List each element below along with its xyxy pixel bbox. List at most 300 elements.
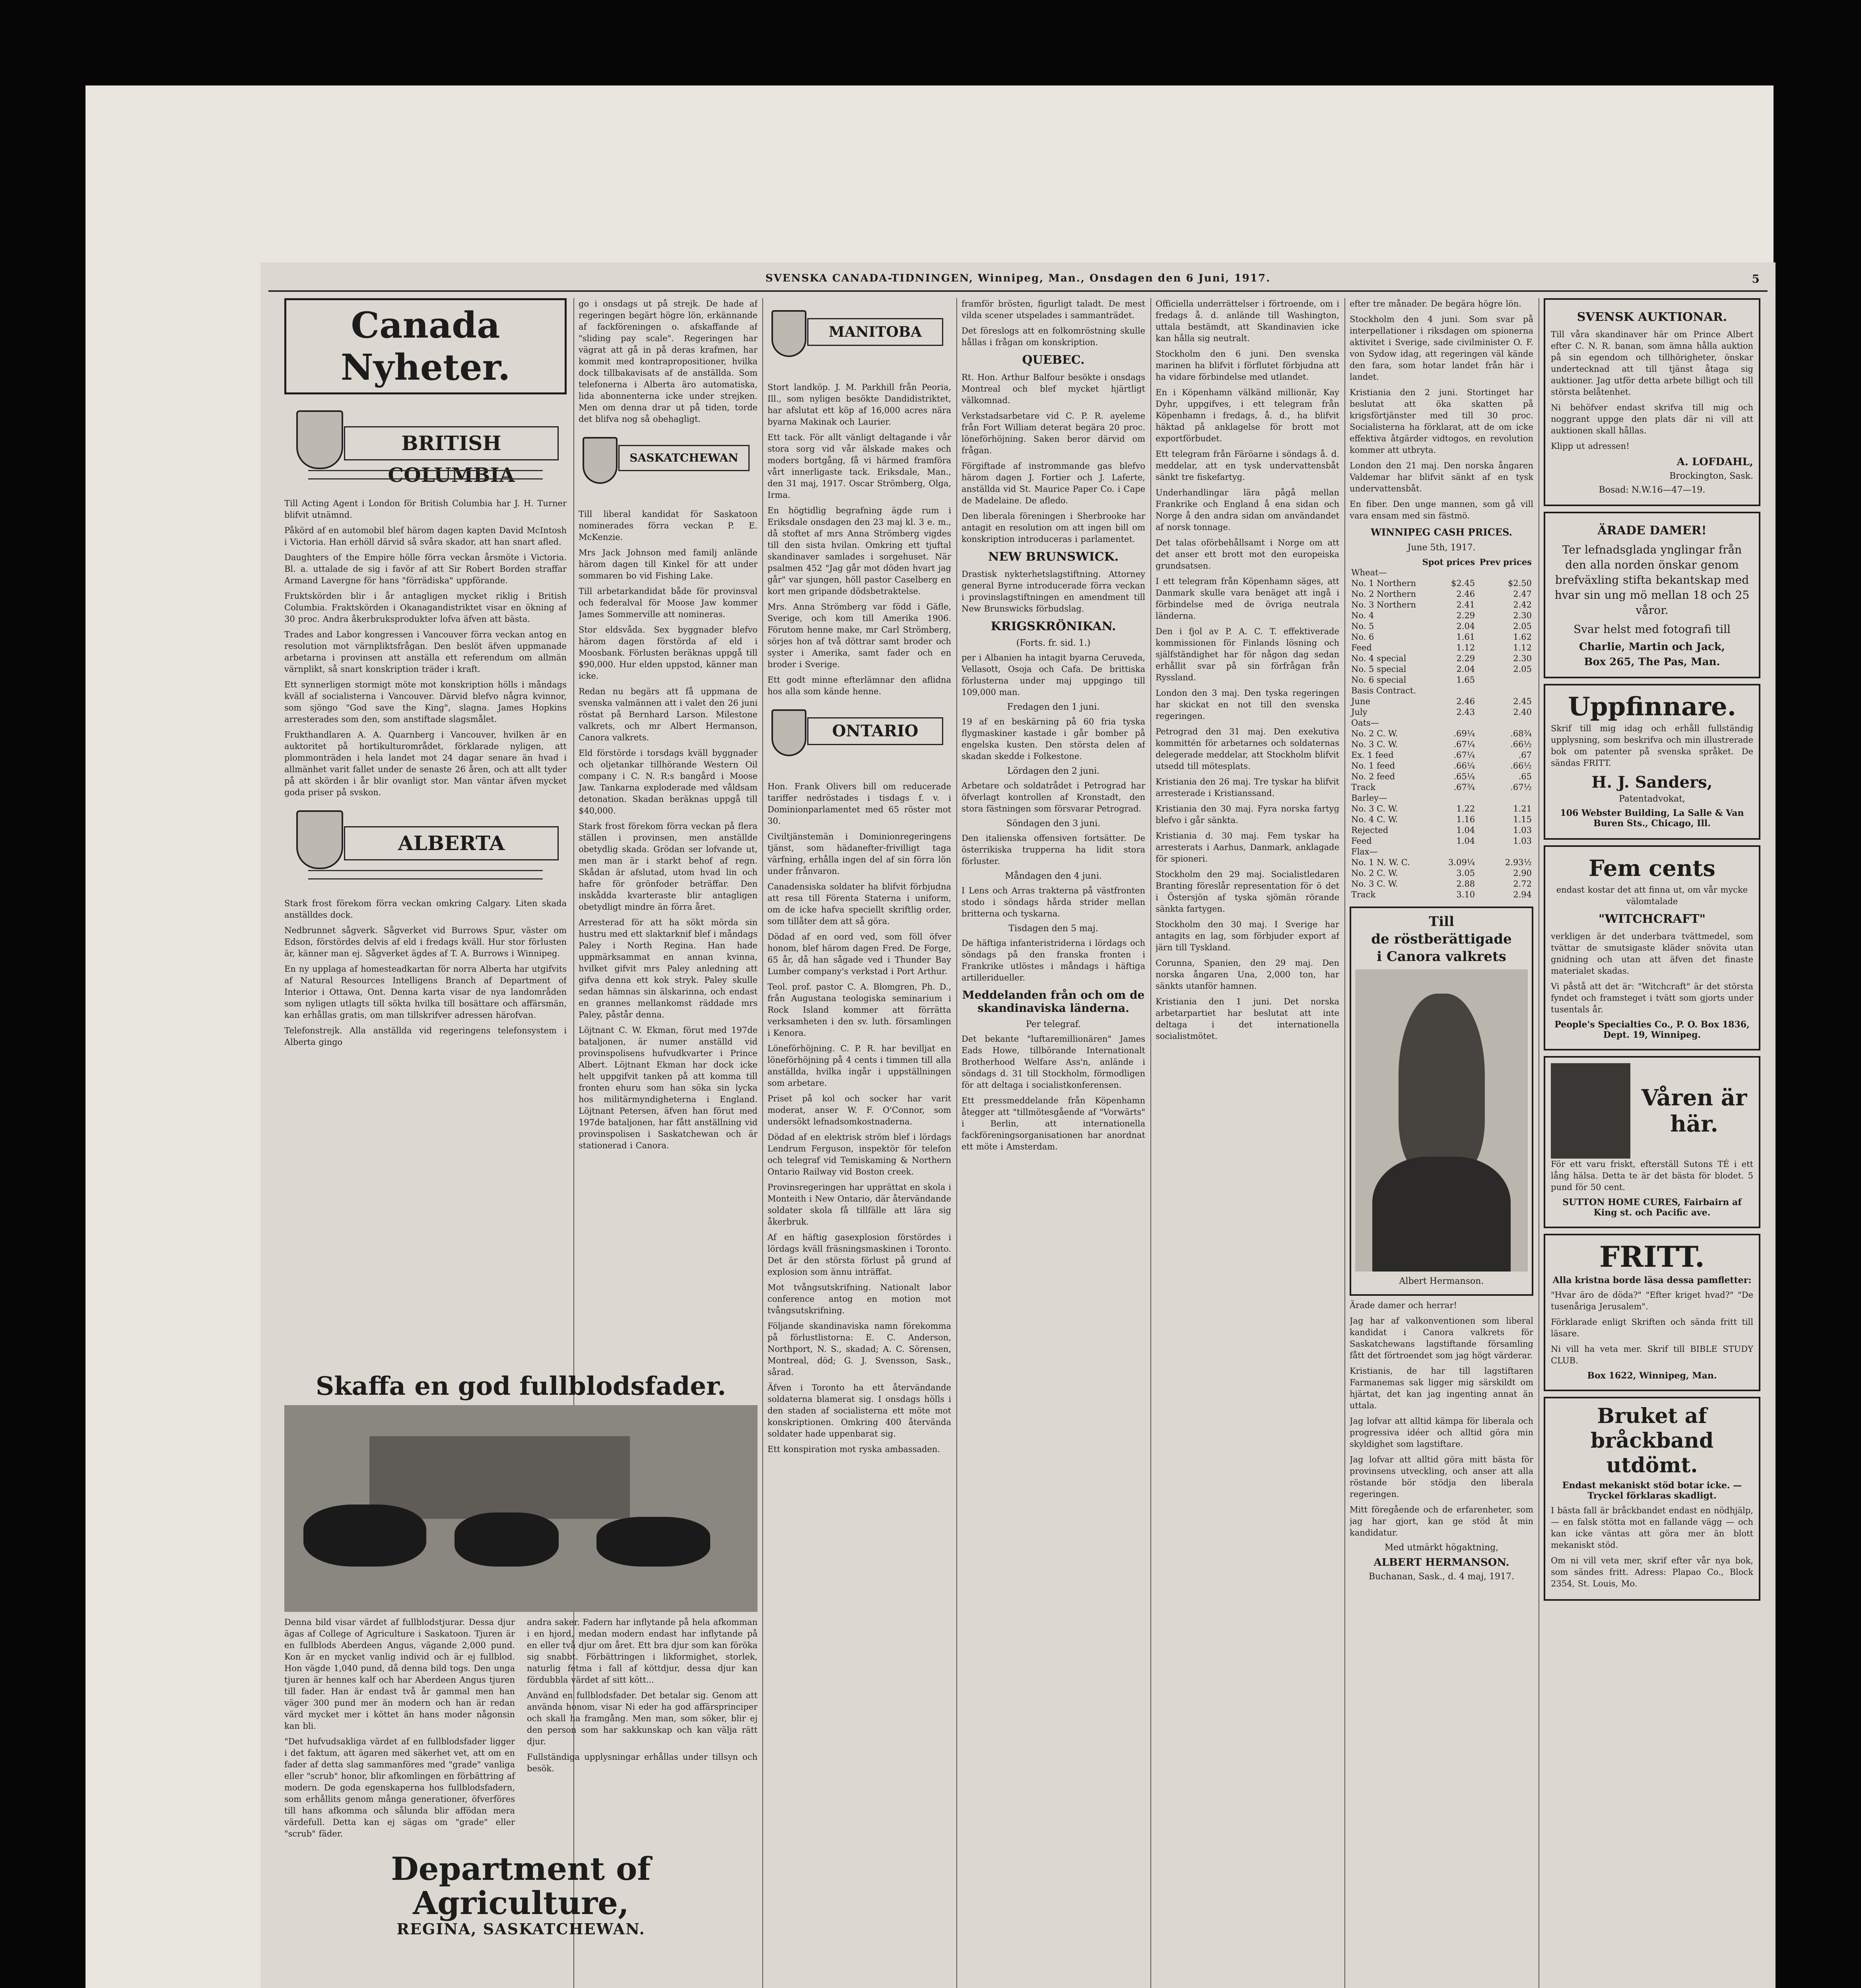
- price-cell: 2.04: [1456, 621, 1475, 631]
- price-row: [1350, 589, 1533, 600]
- price-cell: 2.46: [1456, 589, 1475, 599]
- ladies-heading: ÄRADE DAMER!: [1597, 524, 1707, 538]
- price-cell: .65¼: [1453, 772, 1475, 781]
- portrait-icon: [1551, 1063, 1630, 1159]
- price-cell: No. 2 Northern: [1351, 589, 1416, 599]
- article: Kristiania den 30 maj. Fyra norska fartyg blefvo i går sänkta.: [1156, 804, 1339, 825]
- price-row: [1350, 653, 1533, 664]
- price-row: [1350, 814, 1533, 825]
- price-cell: 1.04: [1456, 825, 1475, 835]
- article: Till våra skandinaver här om Prince Albert efter C. N. R. banan, som ämna hålla auktion på sin egendom och tillhörigheter, önskar undertecknad att till tjänst åtaga sig auktioner. Jag utför detta arbete billigt och till största belåtenhet.: [1551, 330, 1753, 397]
- article: Äfven i Toronto ha ett återvändande soldaterna blamerat sig. I onsdags hölls i den staden af socialisterna ett möte mot konskriptionen. Omkring 400 återvända soldater hade uppenbarat sig.: [767, 1383, 951, 1439]
- face-icon: [1399, 994, 1485, 1175]
- price-row: [1350, 879, 1533, 889]
- article: För ett varu friskt, efterställ Sutons TÉ i ett lång hälsa. Detta te är det bästa för blodet. 5 pund för 50 cent.: [1551, 1159, 1753, 1192]
- article: Det talas oförbehållsamt i Norge om att det anser ett brott mot den europeiska grundsatsen.: [1156, 538, 1339, 571]
- column-divider: [1150, 298, 1151, 1988]
- price-cell: No. 2 C. W.: [1351, 868, 1398, 878]
- article: Arbetare och soldatrådet i Petrograd har öfverlagt kontrollen af Kronstadt, den stora fästningen som försvarar Petrograd.: [962, 781, 1145, 813]
- article: Ett godt minne efterlämnar den aflidna hos alla som kände henne.: [767, 675, 951, 696]
- price-row: [1350, 846, 1533, 857]
- price-cell: 2.94: [1513, 890, 1532, 899]
- price-cell: .65: [1518, 772, 1532, 781]
- article: Kristianis, de har till lagstiftaren Farmanemas sak ligger mig särskildt om hjärtat, det kan jag ingenting annat än uttala.: [1350, 1366, 1533, 1410]
- sask-banner: SASKATCHEWAN: [618, 445, 750, 471]
- price-cell: .67: [1518, 750, 1532, 760]
- price-cell: [1476, 685, 1533, 696]
- price-cell: Track: [1351, 782, 1376, 792]
- date-line: Fredagen den 1 juni.: [1007, 702, 1100, 712]
- price-cell: Ex. 1 feed: [1351, 750, 1394, 760]
- price-cell: 2.04: [1456, 664, 1475, 674]
- price-cell: Track: [1351, 890, 1376, 899]
- article: Stark frost förekom förra veckan omkring Calgary. Liten skada anställdes dock.: [284, 899, 567, 920]
- article: Använd en fullblodsfader. Det betalar sig. Genom att använda honom, visar Ni eder ha god affärsprinciper och skall ha framgång. Men man, som söker, blir ej den person som har sakkunskap och kan välja rätt djur.: [527, 1691, 758, 1746]
- bc-banner: BRITISH COLUMBIA: [344, 426, 559, 460]
- price-row: [1350, 685, 1533, 696]
- newspaper-page: [260, 262, 1776, 1988]
- rupture-ad: [1544, 1397, 1760, 1601]
- sask-emblem: [579, 429, 758, 501]
- price-cell: Feed: [1351, 643, 1372, 652]
- page-heading: Canada Nyheter.: [284, 298, 567, 394]
- price-cell: No. 5 special: [1351, 664, 1406, 674]
- price-row: [1350, 868, 1533, 879]
- article: Frukthandlaren A. A. Quarnberg i Vancouver, hvilken är en auktoritet på hortikulturområdet, förklarade nyligen, att plommonträden i hela landet mot 24 dagar senare än hvad i allmänhet varit fallet under de senaste 26 åren, och att allt tyder på att skörden i år blir ovanligt stor. Man väntar äfven mycket goda priser på svskon.: [284, 730, 567, 797]
- cow-icon: [455, 1512, 559, 1566]
- article: Det föreslogs att en folkomröstning skulle hållas i frågan om konskription.: [962, 326, 1145, 347]
- price-cell: [1476, 793, 1533, 804]
- price-row: [1350, 825, 1533, 836]
- price-cell: [1476, 675, 1533, 685]
- price-row: [1350, 696, 1533, 707]
- article: Förgiftade af instrommande gas blefvo härom dagen J. Fortier och J. Laferte, anställda vid St. Maurice Paper Co. i Cape de Madelaine. De afledo.: [962, 461, 1145, 505]
- price-cell: Feed: [1351, 836, 1372, 846]
- article: Jag lofvar att alltid kämpa för liberala och progressiva idéer och alltid göra min skyldighet som lagstiftare.: [1350, 1416, 1533, 1449]
- price-cell: 2.47: [1513, 589, 1532, 599]
- article: Priset på kol och socker har varit moderat, anser W. F. O'Connor, som undersökt lefnadsomkostnaderna.: [767, 1094, 951, 1126]
- article: Hon. Frank Olivers bill om reducerade tariffer nedröstades i tisdags f. v. i Dominionparlamentet med 65 röster mot 30.: [767, 782, 951, 826]
- price-row: [1350, 718, 1533, 728]
- price-cell: July: [1351, 707, 1368, 717]
- column-7: [1544, 298, 1760, 1988]
- ladies-address-2: Box 265, The Pas, Man.: [1584, 656, 1720, 668]
- price-cell: [1476, 567, 1533, 578]
- article: Ett konspiration mot ryska ambassaden.: [767, 1444, 940, 1454]
- price-cell: 1.03: [1513, 836, 1532, 846]
- article: Kristiania den 1 juni. Det norska arbetarpartiet har beslutat att inte deltaga i det internationella socialistmötet.: [1156, 997, 1339, 1041]
- price-cell: 2.45: [1513, 697, 1532, 706]
- price-cell: [1476, 718, 1533, 728]
- price-row: [1350, 567, 1533, 578]
- candidate-portrait: [1355, 969, 1528, 1272]
- price-cell: .66½: [1510, 740, 1532, 749]
- article: Löneförhöjning. C. P. R. har bevilljat en löneförhöjning på 4 cents i timmen till alla anställda, hvilka ingår i uppställningen som arbetare.: [767, 1044, 951, 1088]
- nb-heading: NEW BRUNSWICK.: [988, 550, 1119, 564]
- free-heading: FRITT.: [1599, 1240, 1705, 1274]
- article: Officiella underrättelser i förtroende, om i fredags å. d. anlände till Washington, uttala bestämdt, att Skandinavien icke kan hålla sig neutralt.: [1156, 299, 1339, 343]
- ontario-banner: ONTARIO: [807, 717, 943, 745]
- price-cell: Rejected: [1351, 825, 1389, 835]
- auction-heading: SVENSK AUKTIONAR.: [1577, 310, 1727, 324]
- article: Stark frost förekom förra veckan på flera ställen i provinsen, men anställde obetydlig skada. Grödan ser lofvande ut, men man är i starkt behof af regn. Skådan är afslutad, utom hvad lin och hafre för grönfoder beträffar. Den inskådda kvarteraste blir antagligen obetydligt mindre än förra året.: [579, 821, 758, 912]
- price-cell: 1.22: [1456, 804, 1475, 813]
- price-row: [1350, 621, 1533, 632]
- price-cell: 1.12: [1513, 643, 1532, 652]
- article: Daughters of the Empire hölle förra veckan årsmöte i Victoria. Bl. a. uttalade de sig i favör af att Sir Robert Borden straffar Armand Lavergne för hans "förrädiska" uppförande.: [284, 553, 567, 585]
- rupture-subheading: Endast mekaniskt stöd botar icke. — Tryckel förklaras skadligt.: [1562, 1480, 1742, 1501]
- article: Fullständiga upplysningar erhållas under tillsyn och besök.: [527, 1752, 758, 1773]
- price-row: [1350, 664, 1533, 675]
- letter-signature: ALBERT HERMANSON.: [1373, 1557, 1509, 1569]
- price-cell: .68¾: [1510, 729, 1532, 738]
- price-cell: 1.12: [1456, 643, 1475, 652]
- price-row: [1350, 600, 1533, 610]
- column-divider: [956, 298, 957, 1988]
- spring-ad: [1544, 1056, 1760, 1228]
- masthead-rule: [268, 290, 1768, 292]
- price-cell: [1419, 567, 1476, 578]
- article: Drastisk nykterhetslagstiftning. Attorney general Byrne introducerade förra veckan i provinslagstiftningen en amendment till New Brunswicks förbudslag.: [962, 569, 1145, 613]
- article: Af en häftig gasexplosion förstördes i lördags kväll fräsningsmaskinen i Toronto. Det är den största förlust på grund af explosion som ännu inträffat.: [767, 1233, 951, 1277]
- war-subheading: (Forts. fr. sid. 1.): [1016, 638, 1091, 648]
- price-cell: No. 6 special: [1351, 675, 1406, 685]
- article: Mrs. Anna Strömberg var född i Gäfle, Sverige, och kom till Amerika 1906. Förutom henne make, mr Carl Strömberg, sörjes hon af två döttrar samt broder och syster i Amerika, samt fader och en broder i Sverige.: [767, 602, 951, 669]
- price-cell: 2.90: [1513, 868, 1532, 878]
- article: Klipp ut adressen!: [1551, 441, 1630, 451]
- candidate-heading-1: Till: [1428, 914, 1455, 930]
- article: Kristiania den 2 juni. Stortinget har beslutat att öka skatten på krigsförtjänster med till 30 proc. Socialisterna ha förklarat, att de om icke effektiva åtgärder vidtogos, en revolution kommer att utbryta.: [1350, 388, 1533, 455]
- letter-place: Buchanan, Sask., d. 4 maj, 1917.: [1369, 1572, 1514, 1582]
- article: Trades and Labor kongressen i Vancouver förra veckan antog en resolution mot värnpliktsfrågan. Den beslöt äfven uppmanade arbetarna i provinsen att anställa ett referendum om allmän värnplikt, så snart konskription träder i kraft.: [284, 630, 567, 674]
- article: I bästa fall är bråckbandet endast en nödhjälp, — en falsk stötta mot en fallande vägg — och kan icke väntas att göra mer än blott mekaniskt stöd.: [1551, 1506, 1753, 1550]
- cash-prices-date: June 5th, 1917.: [1407, 543, 1476, 553]
- article: Fruktskörden blir i år antagligen mycket riklig i British Columbia. Fraktskörden i Okanagandistriktet visar en ökning af 30 proc. Andra åkerbruksprodukter lofva äfven att bästa.: [284, 591, 567, 624]
- article: I ett telegram från Köpenhamn säges, att Danmark skulle vara benäget att ingå i förbindelse med de övriga neutrala länderna.: [1156, 577, 1339, 621]
- date-line: Lördagen den 2 juni.: [1007, 766, 1100, 776]
- article: Vi påstå att det är: "Witchcraft" är det största fyndet och framsteget i tvätt som gjorts under tusentals år.: [1551, 982, 1753, 1014]
- manitoba-banner: MANITOBA: [807, 318, 943, 346]
- price-cell: 1.21: [1513, 804, 1532, 813]
- price-cell: Barley—: [1351, 793, 1387, 803]
- price-row: [1350, 675, 1533, 685]
- price-row: [1350, 782, 1533, 793]
- article: Underhandlingar lära pågå mellan Frankrike och England å ena sidan och Norge å den andra sidan om användandet af norsk tonnage.: [1156, 488, 1339, 532]
- column-5: [1156, 298, 1339, 1988]
- column-6: [1350, 298, 1533, 1988]
- price-cell: .67¼: [1453, 750, 1475, 760]
- price-cell: Basis Contract.: [1351, 686, 1416, 695]
- article: Redan nu begärs att få uppmana de svenska valmännen att i valet den 26 juni röstat på Bernhard Larson. Milestone valkrets, och mr Albert Hermanson, Canora valkrets.: [579, 687, 758, 742]
- article: Till Acting Agent i London för British Columbia har J. H. Turner blifvit utnämnd.: [284, 499, 567, 520]
- article: Nedbrunnet sågverk. Sågverket vid Burrows Spur, väster om Edson, förstördes delvis af eld i fredags kväll. Hur stor förlusten är, känner man ej. Sågverket ägdes af T. A. Burrows i Winnipeg.: [284, 926, 567, 958]
- quebec-heading: QUEBEC.: [1022, 353, 1085, 367]
- price-row: [1350, 643, 1533, 653]
- article: Stockholm den 29 maj. Socialistledaren Branting föreslår representation för ö det i Östersjön af tyska sjömän rörande sänkta fartygen.: [1156, 870, 1339, 914]
- article: Stockholm den 30 maj. I Sverige har antagits en lag, som förbjuder export af järn till Tyskland.: [1156, 920, 1339, 952]
- article: Det bekante "luftaremillionären" James Eads Howe, tillbörande Internationalt Brotherhood Welfare Ass'n, anlände i söndags d. 31 till Stockholm, förmodligen för att deltaga i socialistkonferensen.: [962, 1034, 1145, 1090]
- article: En fiber. Den unge mannen, som gå vill vara ensam med sin fästmö.: [1350, 499, 1533, 520]
- article: Rt. Hon. Arthur Balfour besökte i onsdags Montreal och blef mycket hjärtligt välkomnad.: [962, 373, 1145, 405]
- article: Den i fjol av P. A. C. T. effektiverade kommissionen för Finlands lösning och själfständighet har för någon dag sedan erhållit svar på sin förfrågan från Ryssland.: [1156, 627, 1339, 682]
- spring-heading: Våren är här.: [1641, 1085, 1747, 1137]
- article: Mrs Jack Johnson med familj anlände härom dagen till Kinkel för att under sommaren bo vid Fishing Lake.: [579, 548, 758, 580]
- price-cell: 2.05: [1513, 621, 1532, 631]
- article: Följande skandinaviska namn förekomma på förlustlistorna: E. C. Anderson, Northport, N. S., skadad; A. C. Sörensen, Montreal, död; G. J. Svensson, Sask., sårad.: [767, 1321, 951, 1377]
- ladies-address-1: Charlie, Martin och Jack,: [1579, 641, 1725, 653]
- price-row: [1350, 793, 1533, 804]
- ontario-emblem: [767, 701, 951, 773]
- witchcraft-title: "WITCHCRAFT": [1598, 912, 1706, 926]
- sanders-address: 106 Webster Building, La Salle & Van Buren Sts., Chicago, Ill.: [1560, 808, 1744, 829]
- price-cell: .66½: [1510, 761, 1532, 771]
- price-cell: .67½: [1510, 782, 1532, 792]
- dept-subtitle: REGINA, SASKATCHEWAN.: [396, 1920, 645, 1938]
- price-row: [1350, 632, 1533, 643]
- cattle-photo: [284, 1405, 758, 1612]
- date-line: Tisdagen den 5 maj.: [1008, 924, 1098, 934]
- price-cell: 2.40: [1513, 707, 1532, 717]
- candidate-heading-2: de röstberättigade: [1371, 931, 1512, 947]
- cash-prices-table: [1350, 557, 1533, 900]
- price-cell: $2.50: [1507, 579, 1532, 588]
- price-cell: No. 2 C. W.: [1351, 729, 1398, 738]
- article: "Hvar äro de döda?" "Efter kriget hvad?" "De tusenåriga Jerusalem".: [1551, 1290, 1753, 1311]
- article: Förklarade enligt Skriften och sända fritt till läsare.: [1551, 1317, 1753, 1338]
- price-cell: $2.45: [1451, 579, 1475, 588]
- article: London den 3 maj. Den tyska regeringen har skickat en not till den svenska regeringen.: [1156, 688, 1339, 721]
- article: Telefonstrejk. Alla anställda vid regeringens telefonsystem i Alberta gingo: [284, 1026, 567, 1047]
- price-cell: [1419, 846, 1476, 857]
- price-cell: 1.03: [1513, 825, 1532, 835]
- article: Arresterad för att ha sökt mörda sin hustru med ett slaktarknif blef i måndags Paley i North Regina. Han hade uppmärksammat en annan kvinna, hvilket gifvit mrs Paley anledning att gifva denna ett kok stryk. Paley skulle sedan hämnas sin älskarinna, och endast en grannes mellankomst räddade mrs Paley, påstår denna.: [579, 918, 758, 1019]
- price-cell: 2.30: [1513, 654, 1532, 663]
- article: endast kostar det att finna ut, om vår mycke välomtalade: [1556, 885, 1748, 906]
- article: Ärade damer och herrar!: [1350, 1301, 1457, 1310]
- cents-heading: Fem cents: [1589, 855, 1715, 881]
- war-heading: KRIGSKRÖNIKAN.: [991, 619, 1116, 633]
- price-cell: .67¼: [1453, 740, 1475, 749]
- price-cell: No. 4: [1351, 611, 1374, 620]
- article: Till arbetarkandidat både för provinsval och federalval för Moose Jaw kommer James Sommerville att nomineras.: [579, 586, 758, 619]
- fullblod-heading: Skaffa en god fullblodsfader.: [315, 1371, 727, 1401]
- article: go i onsdags ut på strejk. De hade af regeringen begärt högre lön, erkännande af fackföreningen o. afskaffande af "sliding pay scale". Regeringen har vägrat att gå in på deras krafmen, har kommit med kontrapropositioner, hvilka dock tillbakavisats af de anställda. Som telefonerna i Alberta äro automatiska, lida abonnenterna icke under strejken. Men om denna drar ut på tiden, torde det blifva nog så obehagligt.: [579, 299, 758, 424]
- price-cell: Flax—: [1351, 847, 1378, 856]
- article: Ett tack. För allt vänligt deltagande i vår stora sorg vid vår älskade makes och moders bortgång, få vi härmed framföra vårt innerligaste tack. Eriksdale, Man., den 31 maj, 1917. Oscar Strömberg, Olga, Irma.: [767, 433, 951, 500]
- auction-address: Brockington, Sask.: [1669, 471, 1753, 481]
- price-row: [1350, 728, 1533, 739]
- price-cell: 2.46: [1456, 697, 1475, 706]
- price-cell: No. 3 C. W.: [1351, 804, 1398, 813]
- article: Stor eldsvåda. Sex byggnader blefvo härom dagen förstörda af eld i Moosbank. Förlusten beräknas uppgå till $90,000. Hur elden uppstod, känner man icke.: [579, 625, 758, 681]
- column-2: [579, 298, 758, 1356]
- price-cell: No. 3 Northern: [1351, 600, 1416, 610]
- price-row: [1350, 889, 1533, 900]
- price-row: [1350, 771, 1533, 782]
- price-cell: .67¾: [1453, 782, 1475, 792]
- scand-subheading: Per telegraf.: [1026, 1019, 1081, 1029]
- article: Ni behöfver endast skrifva till mig och noggrant uppge den plats där ni vill att auktionen skall hållas.: [1551, 403, 1753, 435]
- price-header-row: [1350, 557, 1533, 567]
- article: Den liberala föreningen i Sherbrooke har antagit en resolution om att ingen bill om konskription introduceras i parlamentet.: [962, 511, 1145, 544]
- price-cell: No. 4 special: [1351, 654, 1406, 663]
- price-cell: No. 6: [1351, 632, 1374, 642]
- article: Svar helst med fotografi till: [1573, 623, 1731, 636]
- price-cell: 1.15: [1513, 815, 1532, 824]
- auction-box: Bosad: N.W.16—47—19.: [1599, 485, 1706, 495]
- article: framför brösten, figurligt taladt. De mest vilda scener utspelades i sammanträdet.: [962, 299, 1145, 320]
- scand-heading: Meddelanden från och om de skandinaviska länderna.: [962, 988, 1145, 1015]
- sask-crest-icon: [583, 437, 618, 484]
- column-1: [284, 298, 567, 1356]
- article: andra saker. Fadern har inflytande på hela afkomman i en hjord, medan modern endast har inflytande på en eller två djur om året. Ett bra djur som kan föröka sig snabbt. Förbättringen i likformighet, storlek, naturlig fetma i fall af köttdjur, dessa djur kan fördubbla värdet af sitt kött...: [527, 1617, 758, 1685]
- price-cell: [1419, 793, 1476, 804]
- article: En ny upplaga af homesteadkartan för norra Alberta har utgifvits af Natural Resources Intelligens Branch af Department of Interior i Ottawa, Ont. Denna karta visar de nya landområden som nyligen utlagts till sökta hvilka till bosättare och affärsmän, kan erhållas gratis, om man tillskrifver adressen härofvan.: [284, 964, 567, 1020]
- price-cell: Wheat—: [1351, 568, 1387, 577]
- article: Dödad af en elektrisk ström blef i lördags Lendrum Ferguson, inspektör för telefon och telegraf vid Temiskaming & Northern Ontario Railway vid Boston creek.: [767, 1132, 951, 1176]
- article: Denna bild visar värdet af fullblodstjurar. Dessa djur ägas af College of Agriculture i Saskatoon. Tjuren är en fullblods Aberdeen Angus, vägande 2,000 pund. Kon är en mycket vanlig individ och är ej fullblod. Hon vägde 1,040 pund, då denna bild togs. Den unga tjuren är hennes kalf och har Aberdeen Angus tjuren till fader. Han är endast två år gammal men han väger 300 pund mer än modern och han är redan värd mycket mer i köttet än hans moder någonsin kan bli.: [284, 1617, 515, 1731]
- date-line: Måndagen den 4 juni.: [1005, 871, 1102, 881]
- price-cell: No. 2 feed: [1351, 772, 1395, 781]
- article: Ett synnerligen stormigt möte mot konskription hölls i måndags kväll af socialisterna i Vancouver. Därvid blefvo några kvinnor, som sjöngo "God save the King", slagna. James Hopkins arresterades som den, som anstiftade slagsmålet.: [284, 680, 567, 724]
- price-cell: No. 3 C. W.: [1351, 879, 1398, 889]
- price-cell: 3.10: [1456, 890, 1475, 899]
- article: Den italienska offensiven fortsätter. De österrikiska trupperna ha lidit stora förluster.: [962, 833, 1145, 866]
- masthead: SVENSKA CANADA-TIDNINGEN, Winnipeg, Man., Onsdagen den 6 Juni, 1917.: [765, 272, 1271, 284]
- price-cell: [1419, 718, 1476, 728]
- article: Provinsregeringen har upprättat en skola i Monteith i New Ontario, där återvändande soldater skola få tillfälle att lära sig åkerbruk.: [767, 1182, 951, 1227]
- free-address: Box 1622, Winnipeg, Man.: [1587, 1371, 1717, 1381]
- price-cell: 3.09¼: [1448, 858, 1475, 867]
- article: Corunna, Spanien, den 29 maj. Den norska ångaren Una, 2,000 ton, har sänkts utanför hamnen.: [1156, 958, 1339, 991]
- article: verkligen är det underbara tvättmedel, som tvättar de smutsigaste kläder snövita utan gnidning och utan att äfven det finaste materialet skadas.: [1551, 932, 1753, 976]
- price-row: [1350, 739, 1533, 750]
- price-cell: No. 1 feed: [1351, 761, 1395, 771]
- price-header-cell: Spot prices: [1422, 557, 1475, 567]
- price-cell: .66¼: [1453, 761, 1475, 771]
- spring-address: SUTTON HOME CURES, Fairbairn af King st. och Pacific ave.: [1562, 1197, 1742, 1218]
- price-row: [1350, 578, 1533, 589]
- price-cell: Oats—: [1351, 718, 1379, 728]
- article: 19 af en beskärning på 60 fria tyska flygmaskiner kastade i går bomber på engelska kusten. Den största delen af skadan skedde i Folkestone.: [962, 717, 1145, 761]
- article: Eld förstörde i torsdags kväll byggnader och oljetankar tillhörande Western Oil company i C. N. R:s bangård i Moose Jaw. Tankarna exploderade med våldsam detonation. Skadan beräknas uppgå till $40,000.: [579, 748, 758, 815]
- bc-emblem: [284, 402, 567, 490]
- article: I Lens och Arras trakterna på västfronten stodo i söndags hårda strider mellan britterna och tyskarna.: [962, 886, 1145, 918]
- price-cell: 1.61: [1456, 632, 1475, 642]
- fullblod-ad: [284, 1368, 758, 1988]
- candidate-heading-3: i Canora valkrets: [1377, 949, 1506, 965]
- price-cell: 3.05: [1456, 868, 1475, 878]
- price-header-cell: Prev prices: [1479, 557, 1532, 567]
- auction-ad: [1544, 298, 1760, 506]
- inventor-ad: [1544, 684, 1760, 840]
- price-cell: .69¼: [1453, 729, 1475, 738]
- article: Påkörd af en automobil blef härom dagen kapten David McIntosh i Victoria. Han erhöll därvid så svåra skador, att han snart afled.: [284, 526, 567, 547]
- auction-signature: A. LOFDAHL,: [1676, 456, 1753, 468]
- witchcraft-ad: [1544, 845, 1760, 1050]
- price-row: [1350, 857, 1533, 868]
- price-cell: 2.41: [1456, 600, 1475, 610]
- price-cell: 2.30: [1513, 611, 1532, 620]
- column-divider: [762, 298, 763, 1988]
- price-cell: No. 5: [1351, 621, 1374, 631]
- price-cell: No. 4 C. W.: [1351, 815, 1398, 824]
- price-cell: 1.65: [1456, 675, 1475, 685]
- suit-icon: [1372, 1157, 1510, 1272]
- price-cell: June: [1351, 697, 1370, 706]
- price-row: [1350, 750, 1533, 761]
- price-cell: 2.93½: [1505, 858, 1532, 867]
- article: Till liberal kandidat för Saskatoon nominerades förra veckan P. E. McKenzie.: [579, 509, 758, 542]
- free-ad: [1544, 1234, 1760, 1391]
- article: Stort landköp. J. M. Parkhill från Peoria, Ill., som nyligen besökte Dandidistriktet, har afslutat ett köp af 16,000 acres nära byarna Makinak och Laurier.: [767, 382, 951, 427]
- ladies-ad: [1544, 512, 1760, 678]
- price-cell: No. 1 Northern: [1351, 579, 1416, 588]
- scan-frame: [85, 85, 1774, 1988]
- price-row: [1350, 804, 1533, 814]
- cash-prices-title: WINNIPEG CASH PRICES.: [1370, 526, 1512, 538]
- manitoba-crest-icon: [771, 310, 806, 357]
- price-cell: 2.29: [1456, 654, 1475, 663]
- price-cell: 1.04: [1456, 836, 1475, 846]
- article: Mitt föregående och de erfarenheter, som jag har gjort, kan ge stöd åt min kandidatur.: [1350, 1505, 1533, 1538]
- article: Stockholm den 4 juni. Som svar på interpellationer i riksdagen om spionerna aktivitet i Sverige, sade civilminister O. F. von Sydow idag, att regeringen väl kände den fara, som hotar landet från här i landet.: [1350, 315, 1533, 382]
- article: Jag har af valkonventionen som liberal kandidat i Canora valkrets för Saskatchewans lagstiftande församling fått det förtroendet som jag högt värderar.: [1350, 1316, 1533, 1360]
- article: Mot tvångsutskrifning. Nationalt labor conference antog en motion mot tvångsutskrifning.: [767, 1283, 951, 1315]
- price-header-cell: [1350, 557, 1419, 567]
- article: efter tre månader. De begära högre lön.: [1350, 299, 1522, 309]
- article: Dödad af en oord ved, som föll öfver honom, blef härom dagen Fred. De Forge, 65 år, då han sågade ved i Thunder Bay Lumber company's verkstad i Port Arthur.: [767, 932, 951, 976]
- price-cell: 2.72: [1513, 879, 1532, 889]
- article: De häftiga infanteristriderna i lördags och söndags på den franska fronten i Frankrike utlöstes i måndags i häftiga artilleridueller.: [962, 938, 1145, 982]
- article: Jag lofvar att alltid göra mitt bästa för provinsens utveckling, och anser att alla röstande bör stödja den liberala regeringen.: [1350, 1455, 1533, 1499]
- article: per i Albanien ha intagit byarna Ceruveda, Vellasott, Osoja och Cafa. De brittiska förlusterna under maj uppgingo till 109,000 man.: [962, 653, 1145, 697]
- date-line: Söndagen den 3 juni.: [1006, 819, 1101, 829]
- bull-icon: [303, 1505, 426, 1567]
- price-row: [1350, 836, 1533, 846]
- calf-icon: [596, 1517, 710, 1567]
- sanders-title: Patentadvokat,: [1619, 794, 1685, 804]
- inventor-heading: Uppfinnare.: [1568, 692, 1737, 722]
- candidate-caption: Albert Hermanson.: [1399, 1276, 1484, 1286]
- article: Canadensiska soldater ha blifvit förbjudna att resa till Förenta Staterna i uniform, om de icke hafva speciellt skriftlig order, som tillåter dem att så göra.: [767, 882, 951, 926]
- dept-title: Department of Agriculture,: [391, 1850, 651, 1922]
- alberta-crest-icon: [296, 810, 343, 869]
- article: Petrograd den 31 maj. Den exekutiva kommittén för arbetarnes och soldaternas delegerade meddelar, att Stockholm blifvit utsedd till mötesplats.: [1156, 727, 1339, 771]
- column-divider: [1344, 298, 1345, 1988]
- letter-close: Med utmärkt högaktning,: [1384, 1543, 1499, 1553]
- column-4: [962, 298, 1145, 1988]
- article: En i Köpenhamn välkänd millionär, Kay Dyhr, uppgifves, i ett telegram från Köpenhamn i fredags, å. d., ha blifvit häktad på anklagelse för brott mot exportförbudet.: [1156, 388, 1339, 443]
- price-cell: 2.05: [1513, 664, 1532, 674]
- column-3: [767, 298, 951, 1988]
- rupture-heading: Bruket af bråckband utdömt.: [1590, 1404, 1714, 1477]
- alberta-banner: ALBERTA: [344, 826, 559, 860]
- manitoba-emblem: [767, 302, 951, 374]
- price-cell: No. 3 C. W.: [1351, 740, 1398, 749]
- article: Ett pressmeddelande från Köpenhamn åtegger att "tillmötesgående af "Vorwärts" i Berlin, att internationella fackföreningsorganisationen har anordnat ett möte i Amsterdam.: [962, 1096, 1145, 1151]
- free-subheading: Alla kristna borde läsa dessa pamfletter:: [1552, 1275, 1752, 1285]
- article: Ni vill ha veta mer. Skrif till BIBLE STUDY CLUB.: [1551, 1344, 1753, 1365]
- article: Ter lefnadsglada ynglingar från den alla norden önskar genom brefväxling stifta bekantskap med hvar sin ung mö mellan 18 och 25 våror.: [1554, 543, 1750, 617]
- article: Stockholm den 6 juni. Den svenska marinen ha blifvit i förflutet förbjudna att ha vidare förbindelse med utlandet.: [1156, 349, 1339, 382]
- price-cell: No. 1 N. W. C.: [1351, 858, 1410, 867]
- alberta-emblem: [284, 802, 567, 890]
- price-cell: [1476, 846, 1533, 857]
- article: Skrif till mig idag och erhåll fullständig upplysning, som beskrifva och min illustrerade bok om patenter på svenska språket. De sändas FRITT.: [1551, 724, 1753, 768]
- article: "Det hufvudsakliga värdet af en fullblodsfader ligger i det faktum, att ägaren med säkerhet vet, att om en fader af detta slag sammanföres med "grade" vanliga eller "scrub" honor, blir afkomlingen en förbättring af modern. De goda egenskaperna hos fullblodsfadern, som erhållits genom många generationer, öfverföres till hans afkomma och sålunda blir affödan mera värdefull. Detta kan ej sägas om "grade" eller "scrub" fäder.: [284, 1737, 515, 1839]
- article: London den 21 maj. Den norska ångaren Valdemar har blifvit sänkt af en tysk undervattensbåt.: [1350, 461, 1533, 493]
